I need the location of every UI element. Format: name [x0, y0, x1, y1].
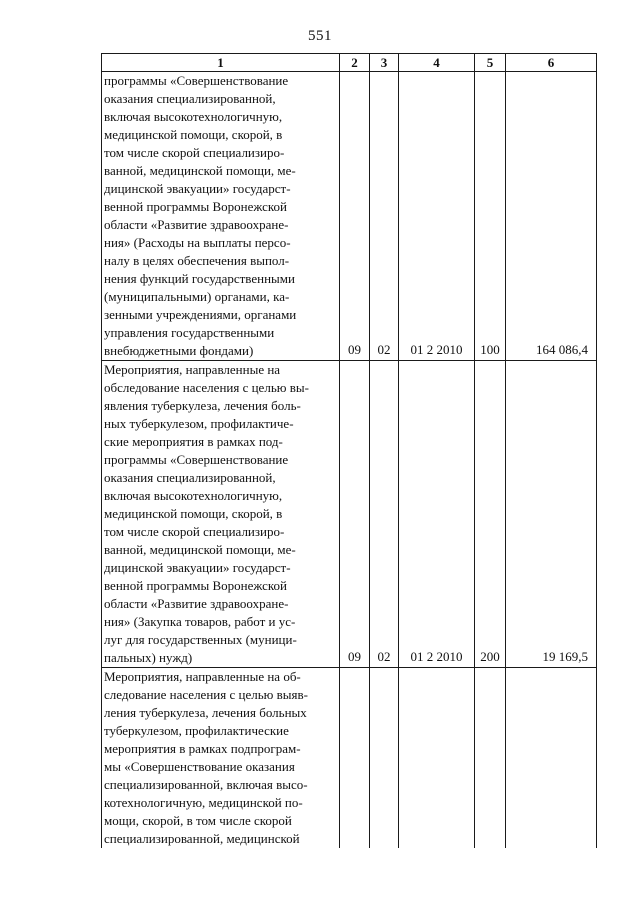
row-description — [102, 668, 340, 849]
column-header-4: 4 — [399, 54, 475, 72]
description-line: оказания специализированной, — [104, 91, 276, 106]
description-line: ления туберкулеза, лечения больных — [104, 705, 307, 720]
description-line: туберкулезом, профилактические — [104, 723, 289, 738]
description-line: специализированной, медицинской — [104, 831, 300, 846]
description-line: мероприятия в рамках подпрограм- — [104, 741, 301, 756]
table-row — [102, 361, 597, 668]
description-line: включая высокотехнологичную, — [104, 488, 283, 503]
description-line: медицинской помощи, скорой, в — [104, 127, 283, 142]
description-line: программы «Совершенствование — [104, 73, 289, 88]
column-header-1: 1 — [102, 54, 340, 72]
column-header-6: 6 — [506, 54, 597, 72]
expense-type-code: 200 — [475, 361, 506, 668]
description-line: включая высокотехнологичную, — [104, 109, 283, 124]
description-line: медицинской помощи, скорой, в — [104, 506, 283, 521]
table-header-row — [102, 54, 597, 72]
subsection-code — [370, 668, 399, 849]
table-row — [102, 668, 597, 849]
description-line: венной программы Воронежской — [104, 578, 287, 593]
description-line: том числе скорой специализиро- — [104, 524, 285, 539]
description-line: ские мероприятия в рамках под- — [104, 434, 283, 449]
description-line: зенными учреждениями, органами — [104, 307, 297, 322]
column-header-3: 3 — [370, 54, 399, 72]
page-number: 551 — [308, 28, 332, 44]
description-line: области «Развитие здравоохране- — [104, 217, 289, 232]
row-description — [102, 72, 340, 361]
description-line: Мероприятия, направленные на — [104, 362, 281, 377]
description-line: мы «Совершенствование оказания — [104, 759, 295, 774]
description-line: следование населения с целью выяв- — [104, 687, 308, 702]
description-line: мощи, скорой, в том числе скорой — [104, 813, 292, 828]
description-line: оказания специализированной, — [104, 470, 276, 485]
description-line: том числе скорой специализиро- — [104, 145, 285, 160]
target-article-code: 01 2 2010 — [399, 361, 475, 668]
description-line: программы «Совершенствование — [104, 452, 289, 467]
description-line: дицинской эвакуации» государст- — [104, 560, 291, 575]
description-line: налу в целях обеспечения выпол- — [104, 253, 290, 268]
description-line: специализированной, включая высо- — [104, 777, 308, 792]
description-line: луг для государственных (муници- — [104, 632, 297, 647]
description-line: явления туберкулеза, лечения боль- — [104, 398, 301, 413]
description-line: внебюджетными фондами) — [104, 343, 254, 358]
expense-type-code — [475, 668, 506, 849]
amount-value: 164 086,4 — [506, 72, 597, 361]
description-line: ных туберкулезом, профилактиче- — [104, 416, 294, 431]
description-line: ванной, медицинской помощи, ме- — [104, 163, 296, 178]
description-line: ния» (Закупка товаров, работ и ус- — [104, 614, 296, 629]
subsection-code: 02 — [370, 361, 399, 668]
amount-value: 19 169,5 — [506, 361, 597, 668]
description-line: дицинской эвакуации» государст- — [104, 181, 291, 196]
column-header-2: 2 — [340, 54, 370, 72]
description-line: области «Развитие здравоохране- — [104, 596, 289, 611]
description-line: нения функций государственными — [104, 271, 295, 286]
target-article-code — [399, 668, 475, 849]
subsection-code: 02 — [370, 72, 399, 361]
description-line: ванной, медицинской помощи, ме- — [104, 542, 296, 557]
description-line: обследование населения с целью вы- — [104, 380, 309, 395]
target-article-code: 01 2 2010 — [399, 72, 475, 361]
table-row — [102, 72, 597, 361]
section-code: 09 — [340, 361, 370, 668]
expense-type-code: 100 — [475, 72, 506, 361]
description-line: Мероприятия, направленные на об- — [104, 669, 301, 684]
section-code — [340, 668, 370, 849]
description-line: управления государственными — [104, 325, 275, 340]
amount-value — [506, 668, 597, 849]
description-line: котехнологичную, медицинской по- — [104, 795, 303, 810]
description-line: венной программы Воронежской — [104, 199, 287, 214]
row-description — [102, 361, 340, 668]
description-line: пальных) нужд) — [104, 650, 193, 665]
section-code: 09 — [340, 72, 370, 361]
column-header-5: 5 — [475, 54, 506, 72]
description-line: (муниципальными) органами, ка- — [104, 289, 290, 304]
description-line: ния» (Расходы на выплаты персо- — [104, 235, 291, 250]
budget-table — [101, 53, 597, 848]
